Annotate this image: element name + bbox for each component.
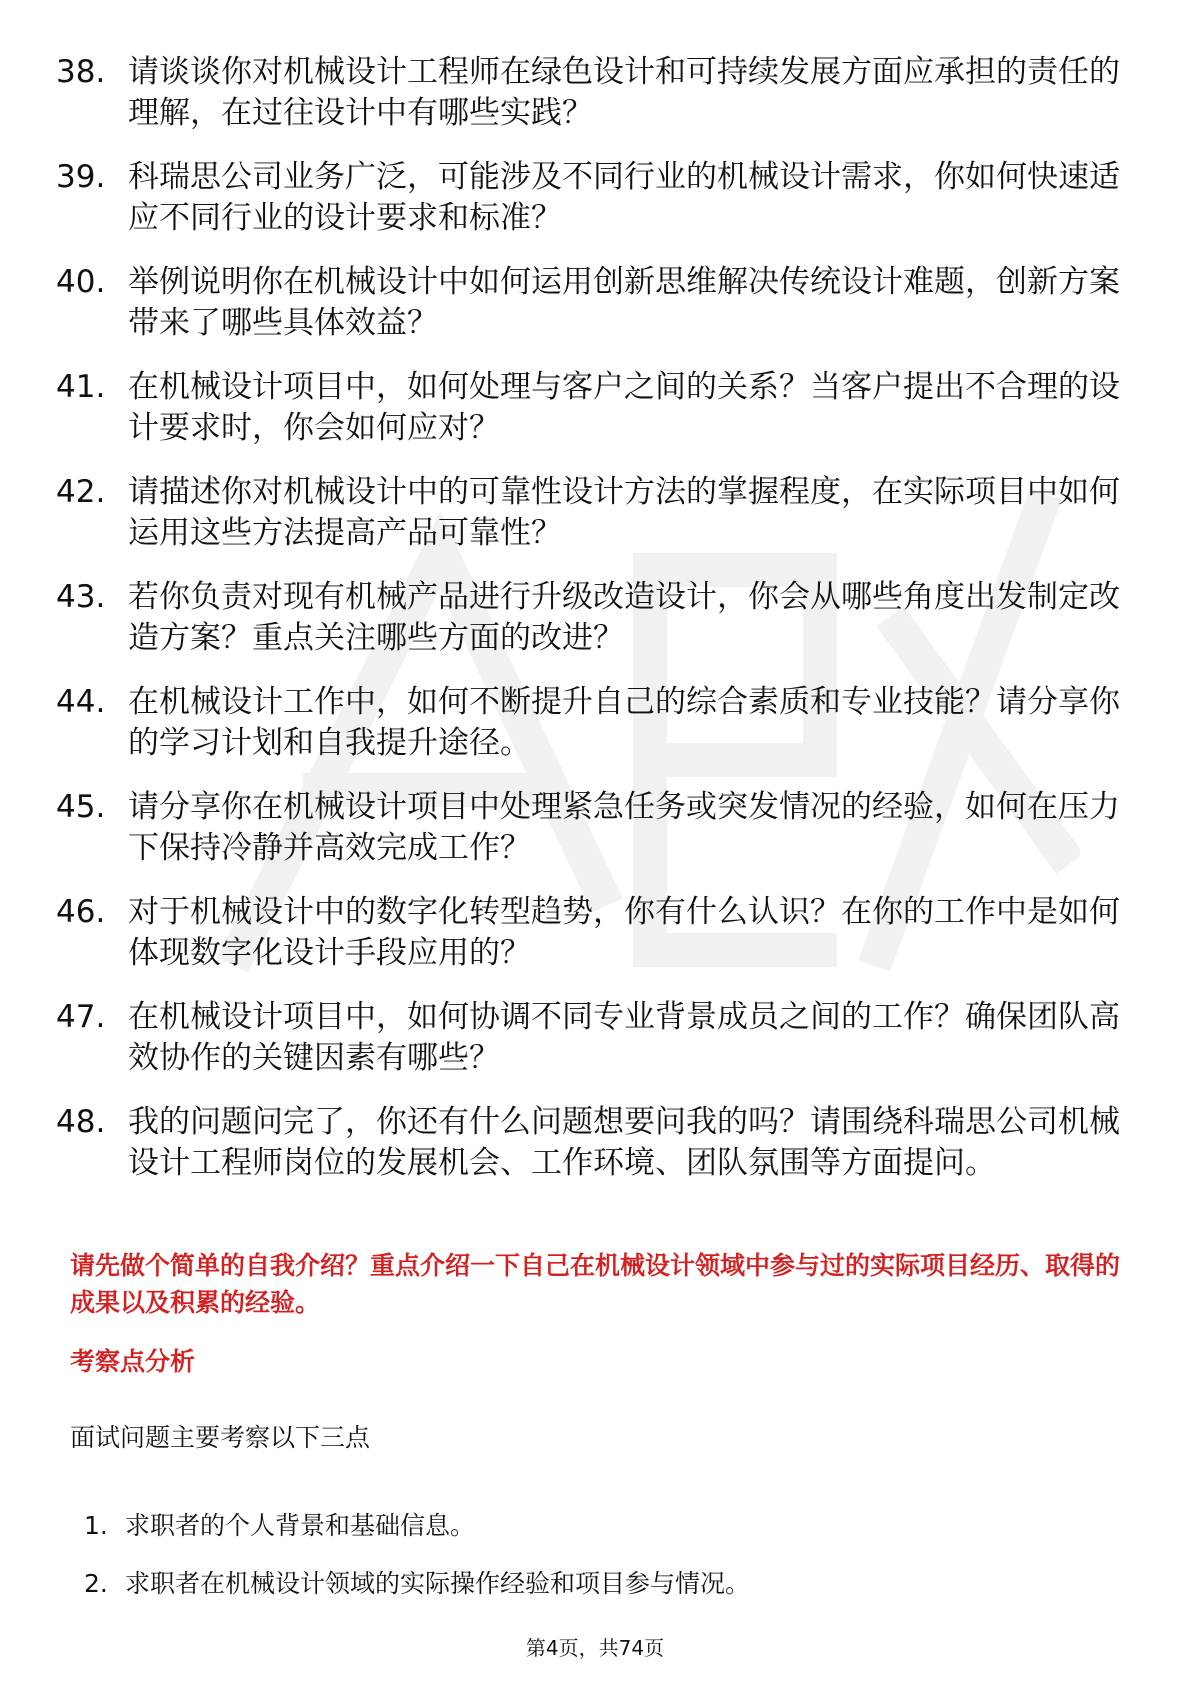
question-item — [0, 1102, 1190, 1184]
intro-text: 面试问题主要考察以下三点 — [70, 1423, 371, 1452]
question-item — [0, 997, 1190, 1079]
question-list — [0, 52, 1190, 1207]
question-text: 对于机械设计中的数字化转型趋势，你有什么认识？在你的工作中是如何体现数字化设计手段应用的？ — [128, 894, 1120, 971]
question-text: 若你负责对现有机械产品进行升级改造设计，你会从哪些角度出发制定改造方案？重点关注哪些方面的改进？ — [128, 579, 1120, 656]
question-item — [0, 52, 1190, 134]
question-text: 我的问题问完了，你还有什么问题想要问我的吗？请围绕科瑞思公司机械设计工程师岗位的发展机会、工作环境、团队氛围等方面提问。 — [128, 1104, 1120, 1181]
question-item — [0, 577, 1190, 659]
question-text: 请描述你对机械设计中的可靠性设计方法的掌握程度，在实际项目中如何运用这些方法提高产品可靠性？ — [128, 474, 1120, 551]
question-item — [0, 787, 1190, 869]
question-number: 48. — [56, 1104, 106, 1140]
evaluation-point — [0, 1509, 1190, 1543]
question-number: 41. — [56, 369, 106, 405]
question-text: 在机械设计工作中，如何不断提升自己的综合素质和专业技能？请分享你的学习计划和自我提升途径。 — [128, 684, 1120, 761]
evaluation-points-list — [0, 1509, 1190, 1625]
question-item — [0, 892, 1190, 974]
question-text: 举例说明你在机械设计中如何运用创新思维解决传统设计难题，创新方案带来了哪些具体效益？ — [128, 264, 1120, 341]
question-number: 46. — [56, 894, 106, 930]
question-item — [0, 157, 1190, 239]
question-number: 45. — [56, 789, 106, 825]
point-number: 1. — [84, 1511, 108, 1540]
point-text: 求职者的个人背景和基础信息。 — [125, 1511, 476, 1540]
question-text: 在机械设计项目中，如何处理与客户之间的关系？当客户提出不合理的设计要求时，你会如何应对？ — [128, 369, 1120, 446]
question-item — [0, 682, 1190, 764]
question-number: 42. — [56, 474, 106, 510]
evaluation-point — [0, 1567, 1190, 1601]
question-number: 38. — [56, 54, 106, 90]
question-text: 请谈谈你对机械设计工程师在绿色设计和可持续发展方面应承担的责任的理解，在过往设计中有哪些实践？ — [128, 54, 1120, 131]
question-text: 科瑞思公司业务广泛，可能涉及不同行业的机械设计需求，你如何快速适应不同行业的设计要求和标准？ — [128, 159, 1120, 236]
point-number: 2. — [84, 1569, 108, 1598]
question-text: 请分享你在机械设计项目中处理紧急任务或突发情况的经验，如何在压力下保持冷静并高效完成工作？ — [128, 789, 1120, 866]
question-number: 47. — [56, 999, 106, 1035]
question-number: 43. — [56, 579, 106, 615]
question-number: 40. — [56, 264, 106, 300]
question-item — [0, 367, 1190, 449]
point-text: 求职者在机械设计领域的实际操作经验和项目参与情况。 — [125, 1569, 751, 1598]
highlight-question: 请先做个简单的自我介绍？重点介绍一下自己在机械设计领域中参与过的实际项目经历、取得的成果以及积累的经验。 — [70, 1251, 1121, 1317]
question-number: 39. — [56, 159, 106, 195]
question-number: 44. — [56, 684, 106, 720]
question-text: 在机械设计项目中，如何协调不同专业背景成员之间的工作？确保团队高效协作的关键因素有哪些？ — [128, 999, 1120, 1076]
page-footer: 第4页，共74页 — [525, 1636, 665, 1660]
question-item — [0, 472, 1190, 554]
section-title: 考察点分析 — [70, 1347, 196, 1376]
question-item — [0, 262, 1190, 344]
